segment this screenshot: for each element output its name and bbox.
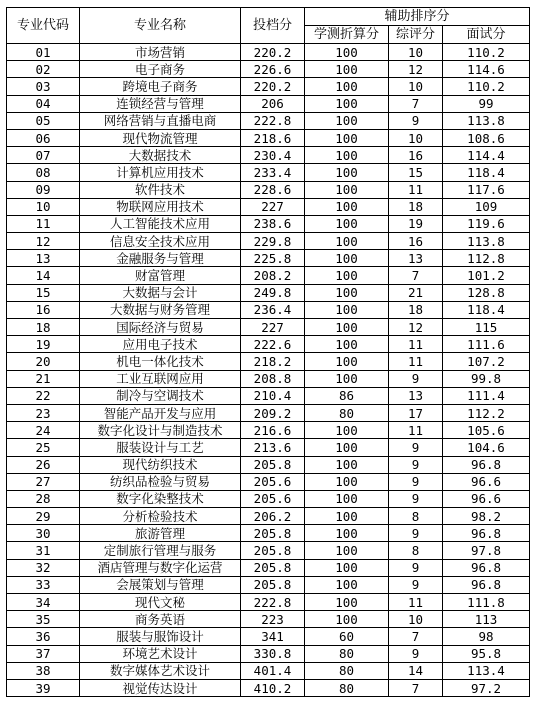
- cell-interview-score: 97.2: [443, 679, 530, 696]
- cell-major-code: 29: [7, 508, 80, 525]
- cell-major-name: 工业互联网应用: [80, 370, 241, 387]
- table-row: [7, 198, 530, 215]
- table-row: [7, 456, 530, 473]
- cell-test-converted-score: 100: [305, 542, 389, 559]
- cell-interview-score: 97.8: [443, 542, 530, 559]
- cell-admission-score: 222.8: [241, 112, 305, 129]
- table-row: [7, 267, 530, 284]
- cell-major-code: 39: [7, 679, 80, 696]
- cell-test-converted-score: 100: [305, 456, 389, 473]
- cell-major-code: 05: [7, 112, 80, 129]
- cell-comprehensive-score: 15: [389, 164, 443, 181]
- cell-major-name: 制冷与空调技术: [80, 387, 241, 404]
- cell-interview-score: 99.8: [443, 370, 530, 387]
- admission-score-table: [6, 7, 530, 697]
- cell-comprehensive-score: 7: [389, 267, 443, 284]
- cell-comprehensive-score: 9: [389, 370, 443, 387]
- cell-comprehensive-score: 10: [389, 44, 443, 61]
- cell-major-name: 旅游管理: [80, 525, 241, 542]
- table-row: [7, 611, 530, 628]
- cell-major-code: 25: [7, 439, 80, 456]
- table-row: [7, 284, 530, 301]
- cell-comprehensive-score: 11: [389, 181, 443, 198]
- table-row: [7, 336, 530, 353]
- cell-major-code: 28: [7, 490, 80, 507]
- cell-test-converted-score: 100: [305, 78, 389, 95]
- cell-comprehensive-score: 18: [389, 301, 443, 318]
- cell-test-converted-score: 100: [305, 508, 389, 525]
- cell-test-converted-score: 100: [305, 250, 389, 267]
- cell-admission-score: 205.6: [241, 490, 305, 507]
- cell-test-converted-score: 100: [305, 147, 389, 164]
- table-row: [7, 370, 530, 387]
- cell-test-converted-score: 100: [305, 490, 389, 507]
- cell-interview-score: 95.8: [443, 645, 530, 662]
- cell-major-name: 网络营销与直播电商: [80, 112, 241, 129]
- cell-test-converted-score: 100: [305, 61, 389, 78]
- table-row: [7, 576, 530, 593]
- table-row: [7, 525, 530, 542]
- cell-major-name: 服装设计与工艺: [80, 439, 241, 456]
- cell-major-code: 35: [7, 611, 80, 628]
- cell-test-converted-score: 100: [305, 129, 389, 146]
- cell-interview-score: 113.4: [443, 662, 530, 679]
- cell-admission-score: 222.6: [241, 336, 305, 353]
- cell-major-name: 数字媒体艺术设计: [80, 662, 241, 679]
- cell-admission-score: 238.6: [241, 215, 305, 232]
- cell-interview-score: 96.8: [443, 559, 530, 576]
- table-row: [7, 215, 530, 232]
- header-comprehensive-score: 综评分: [389, 26, 443, 44]
- table-row: [7, 422, 530, 439]
- cell-interview-score: 117.6: [443, 181, 530, 198]
- cell-major-code: 16: [7, 301, 80, 318]
- cell-admission-score: 206.2: [241, 508, 305, 525]
- table-header: [7, 8, 530, 44]
- cell-test-converted-score: 100: [305, 439, 389, 456]
- cell-interview-score: 101.2: [443, 267, 530, 284]
- cell-major-name: 智能产品开发与应用: [80, 404, 241, 421]
- cell-test-converted-score: 100: [305, 611, 389, 628]
- cell-test-converted-score: 100: [305, 301, 389, 318]
- cell-comprehensive-score: 10: [389, 78, 443, 95]
- cell-major-code: 27: [7, 473, 80, 490]
- cell-major-name: 电子商务: [80, 61, 241, 78]
- cell-comprehensive-score: 8: [389, 542, 443, 559]
- cell-test-converted-score: 80: [305, 404, 389, 421]
- table-row: [7, 250, 530, 267]
- cell-admission-score: 227: [241, 319, 305, 336]
- cell-major-code: 13: [7, 250, 80, 267]
- admission-table-container: [6, 7, 530, 697]
- cell-admission-score: 233.4: [241, 164, 305, 181]
- cell-comprehensive-score: 12: [389, 61, 443, 78]
- cell-comprehensive-score: 7: [389, 628, 443, 645]
- table-row: [7, 319, 530, 336]
- table-row: [7, 594, 530, 611]
- cell-admission-score: 220.2: [241, 78, 305, 95]
- cell-major-name: 环境艺术设计: [80, 645, 241, 662]
- cell-comprehensive-score: 11: [389, 422, 443, 439]
- cell-test-converted-score: 100: [305, 594, 389, 611]
- cell-test-converted-score: 100: [305, 284, 389, 301]
- cell-major-name: 物联网应用技术: [80, 198, 241, 215]
- cell-comprehensive-score: 8: [389, 508, 443, 525]
- cell-test-converted-score: 100: [305, 353, 389, 370]
- cell-comprehensive-score: 10: [389, 611, 443, 628]
- cell-test-converted-score: 100: [305, 319, 389, 336]
- cell-admission-score: 205.8: [241, 525, 305, 542]
- cell-admission-score: 208.8: [241, 370, 305, 387]
- cell-test-converted-score: 100: [305, 181, 389, 198]
- cell-comprehensive-score: 16: [389, 233, 443, 250]
- cell-major-code: 21: [7, 370, 80, 387]
- cell-major-code: 20: [7, 353, 80, 370]
- cell-major-code: 11: [7, 215, 80, 232]
- cell-interview-score: 99: [443, 95, 530, 112]
- cell-major-code: 24: [7, 422, 80, 439]
- table-row: [7, 78, 530, 95]
- cell-major-name: 跨境电子商务: [80, 78, 241, 95]
- cell-comprehensive-score: 9: [389, 525, 443, 542]
- cell-interview-score: 114.4: [443, 147, 530, 164]
- cell-interview-score: 128.8: [443, 284, 530, 301]
- cell-comprehensive-score: 13: [389, 250, 443, 267]
- cell-admission-score: 216.6: [241, 422, 305, 439]
- cell-comprehensive-score: 9: [389, 439, 443, 456]
- cell-major-name: 金融服务与管理: [80, 250, 241, 267]
- cell-test-converted-score: 80: [305, 645, 389, 662]
- cell-interview-score: 111.8: [443, 594, 530, 611]
- cell-test-converted-score: 100: [305, 44, 389, 61]
- cell-test-converted-score: 60: [305, 628, 389, 645]
- table-row: [7, 628, 530, 645]
- table-row: [7, 61, 530, 78]
- table-row: [7, 95, 530, 112]
- cell-major-name: 大数据与财务管理: [80, 301, 241, 318]
- cell-admission-score: 236.4: [241, 301, 305, 318]
- cell-interview-score: 115: [443, 319, 530, 336]
- cell-admission-score: 226.6: [241, 61, 305, 78]
- cell-major-name: 人工智能技术应用: [80, 215, 241, 232]
- cell-comprehensive-score: 11: [389, 594, 443, 611]
- cell-admission-score: 249.8: [241, 284, 305, 301]
- cell-major-code: 12: [7, 233, 80, 250]
- cell-major-name: 信息安全技术应用: [80, 233, 241, 250]
- table-row: [7, 181, 530, 198]
- cell-major-code: 03: [7, 78, 80, 95]
- cell-admission-score: 227: [241, 198, 305, 215]
- cell-major-code: 19: [7, 336, 80, 353]
- table-body: [7, 44, 530, 697]
- table-row: [7, 645, 530, 662]
- cell-admission-score: 330.8: [241, 645, 305, 662]
- cell-test-converted-score: 100: [305, 576, 389, 593]
- cell-test-converted-score: 100: [305, 215, 389, 232]
- cell-admission-score: 341: [241, 628, 305, 645]
- cell-major-code: 15: [7, 284, 80, 301]
- cell-interview-score: 110.2: [443, 44, 530, 61]
- cell-admission-score: 205.8: [241, 456, 305, 473]
- cell-major-name: 酒店管理与数字化运营: [80, 559, 241, 576]
- table-row: [7, 147, 530, 164]
- table-row: [7, 387, 530, 404]
- cell-test-converted-score: 100: [305, 336, 389, 353]
- cell-comprehensive-score: 10: [389, 129, 443, 146]
- cell-interview-score: 110.2: [443, 78, 530, 95]
- table-row: [7, 233, 530, 250]
- cell-comprehensive-score: 9: [389, 490, 443, 507]
- cell-comprehensive-score: 9: [389, 576, 443, 593]
- cell-comprehensive-score: 21: [389, 284, 443, 301]
- cell-interview-score: 98: [443, 628, 530, 645]
- cell-major-code: 32: [7, 559, 80, 576]
- cell-interview-score: 119.6: [443, 215, 530, 232]
- cell-major-code: 31: [7, 542, 80, 559]
- cell-comprehensive-score: 14: [389, 662, 443, 679]
- cell-test-converted-score: 100: [305, 370, 389, 387]
- cell-test-converted-score: 100: [305, 198, 389, 215]
- cell-admission-score: 218.6: [241, 129, 305, 146]
- cell-major-name: 财富管理: [80, 267, 241, 284]
- header-major-name: 专业名称: [80, 8, 241, 44]
- cell-comprehensive-score: 16: [389, 147, 443, 164]
- cell-interview-score: 114.6: [443, 61, 530, 78]
- cell-admission-score: 223: [241, 611, 305, 628]
- table-row: [7, 490, 530, 507]
- cell-major-name: 现代文秘: [80, 594, 241, 611]
- cell-major-name: 现代物流管理: [80, 129, 241, 146]
- cell-interview-score: 105.6: [443, 422, 530, 439]
- cell-admission-score: 220.2: [241, 44, 305, 61]
- cell-major-name: 计算机应用技术: [80, 164, 241, 181]
- table-row: [7, 439, 530, 456]
- cell-admission-score: 205.8: [241, 542, 305, 559]
- cell-major-name: 商务英语: [80, 611, 241, 628]
- table-row: [7, 662, 530, 679]
- cell-test-converted-score: 100: [305, 422, 389, 439]
- cell-comprehensive-score: 7: [389, 679, 443, 696]
- cell-test-converted-score: 100: [305, 473, 389, 490]
- cell-major-code: 23: [7, 404, 80, 421]
- cell-admission-score: 230.4: [241, 147, 305, 164]
- cell-interview-score: 96.8: [443, 576, 530, 593]
- cell-admission-score: 209.2: [241, 404, 305, 421]
- cell-major-code: 33: [7, 576, 80, 593]
- cell-major-code: 37: [7, 645, 80, 662]
- cell-interview-score: 112.2: [443, 404, 530, 421]
- cell-interview-score: 118.4: [443, 301, 530, 318]
- cell-major-name: 服装与服饰设计: [80, 628, 241, 645]
- cell-major-name: 定制旅行管理与服务: [80, 542, 241, 559]
- cell-comprehensive-score: 13: [389, 387, 443, 404]
- cell-major-code: 30: [7, 525, 80, 542]
- cell-major-code: 34: [7, 594, 80, 611]
- cell-test-converted-score: 80: [305, 662, 389, 679]
- cell-major-code: 26: [7, 456, 80, 473]
- cell-admission-score: 222.8: [241, 594, 305, 611]
- cell-major-name: 数字化染整技术: [80, 490, 241, 507]
- cell-admission-score: 205.6: [241, 473, 305, 490]
- table-row: [7, 164, 530, 181]
- header-major-code: 专业代码: [7, 8, 80, 44]
- cell-comprehensive-score: 9: [389, 456, 443, 473]
- cell-admission-score: 205.8: [241, 559, 305, 576]
- cell-interview-score: 96.6: [443, 473, 530, 490]
- cell-major-code: 36: [7, 628, 80, 645]
- header-admission-score: 投档分: [241, 8, 305, 44]
- cell-test-converted-score: 80: [305, 679, 389, 696]
- cell-admission-score: 228.6: [241, 181, 305, 198]
- cell-test-converted-score: 100: [305, 164, 389, 181]
- cell-interview-score: 113.8: [443, 112, 530, 129]
- table-row: [7, 508, 530, 525]
- cell-interview-score: 96.8: [443, 456, 530, 473]
- cell-test-converted-score: 100: [305, 95, 389, 112]
- cell-major-name: 国际经济与贸易: [80, 319, 241, 336]
- header-aux-sort-score: 辅助排序分: [305, 8, 530, 26]
- table-row: [7, 559, 530, 576]
- cell-admission-score: 205.8: [241, 576, 305, 593]
- cell-interview-score: 113: [443, 611, 530, 628]
- cell-major-name: 现代纺织技术: [80, 456, 241, 473]
- cell-interview-score: 96.8: [443, 525, 530, 542]
- cell-admission-score: 210.4: [241, 387, 305, 404]
- cell-major-name: 纺织品检验与贸易: [80, 473, 241, 490]
- cell-interview-score: 96.6: [443, 490, 530, 507]
- cell-admission-score: 225.8: [241, 250, 305, 267]
- table-row: [7, 112, 530, 129]
- cell-comprehensive-score: 9: [389, 112, 443, 129]
- cell-comprehensive-score: 17: [389, 404, 443, 421]
- table-row: [7, 473, 530, 490]
- cell-comprehensive-score: 18: [389, 198, 443, 215]
- cell-admission-score: 410.2: [241, 679, 305, 696]
- cell-comprehensive-score: 19: [389, 215, 443, 232]
- cell-major-name: 机电一体化技术: [80, 353, 241, 370]
- cell-interview-score: 111.6: [443, 336, 530, 353]
- cell-major-code: 22: [7, 387, 80, 404]
- cell-admission-score: 229.8: [241, 233, 305, 250]
- cell-test-converted-score: 86: [305, 387, 389, 404]
- cell-comprehensive-score: 7: [389, 95, 443, 112]
- cell-comprehensive-score: 9: [389, 645, 443, 662]
- cell-major-code: 09: [7, 181, 80, 198]
- table-row: [7, 353, 530, 370]
- cell-test-converted-score: 100: [305, 559, 389, 576]
- cell-major-code: 10: [7, 198, 80, 215]
- cell-test-converted-score: 100: [305, 233, 389, 250]
- cell-major-code: 08: [7, 164, 80, 181]
- cell-major-code: 38: [7, 662, 80, 679]
- cell-major-name: 视觉传达设计: [80, 679, 241, 696]
- cell-major-name: 软件技术: [80, 181, 241, 198]
- cell-major-name: 会展策划与管理: [80, 576, 241, 593]
- cell-major-code: 01: [7, 44, 80, 61]
- cell-interview-score: 113.8: [443, 233, 530, 250]
- cell-interview-score: 112.8: [443, 250, 530, 267]
- cell-admission-score: 213.6: [241, 439, 305, 456]
- cell-major-code: 14: [7, 267, 80, 284]
- cell-test-converted-score: 100: [305, 267, 389, 284]
- table-row: [7, 129, 530, 146]
- cell-interview-score: 104.6: [443, 439, 530, 456]
- cell-interview-score: 118.4: [443, 164, 530, 181]
- header-interview-score: 面试分: [443, 26, 530, 44]
- cell-comprehensive-score: 12: [389, 319, 443, 336]
- cell-interview-score: 109: [443, 198, 530, 215]
- cell-major-name: 市场营销: [80, 44, 241, 61]
- cell-comprehensive-score: 11: [389, 353, 443, 370]
- cell-major-name: 数字化设计与制造技术: [80, 422, 241, 439]
- cell-major-code: 18: [7, 319, 80, 336]
- cell-interview-score: 107.2: [443, 353, 530, 370]
- cell-major-code: 07: [7, 147, 80, 164]
- cell-interview-score: 111.4: [443, 387, 530, 404]
- cell-comprehensive-score: 9: [389, 473, 443, 490]
- table-row: [7, 404, 530, 421]
- cell-major-code: 02: [7, 61, 80, 78]
- table-row: [7, 301, 530, 318]
- cell-major-name: 大数据技术: [80, 147, 241, 164]
- cell-major-name: 大数据与会计: [80, 284, 241, 301]
- cell-comprehensive-score: 11: [389, 336, 443, 353]
- cell-major-name: 应用电子技术: [80, 336, 241, 353]
- header-test-converted-score: 学测折算分: [305, 26, 389, 44]
- table-row: [7, 44, 530, 61]
- cell-admission-score: 208.2: [241, 267, 305, 284]
- table-row: [7, 542, 530, 559]
- cell-major-code: 04: [7, 95, 80, 112]
- cell-admission-score: 206: [241, 95, 305, 112]
- cell-major-name: 分析检验技术: [80, 508, 241, 525]
- cell-major-code: 06: [7, 129, 80, 146]
- cell-major-name: 连锁经营与管理: [80, 95, 241, 112]
- table-row: [7, 679, 530, 696]
- cell-admission-score: 401.4: [241, 662, 305, 679]
- cell-admission-score: 218.2: [241, 353, 305, 370]
- cell-test-converted-score: 100: [305, 112, 389, 129]
- cell-interview-score: 98.2: [443, 508, 530, 525]
- cell-test-converted-score: 100: [305, 525, 389, 542]
- cell-interview-score: 108.6: [443, 129, 530, 146]
- cell-comprehensive-score: 9: [389, 559, 443, 576]
